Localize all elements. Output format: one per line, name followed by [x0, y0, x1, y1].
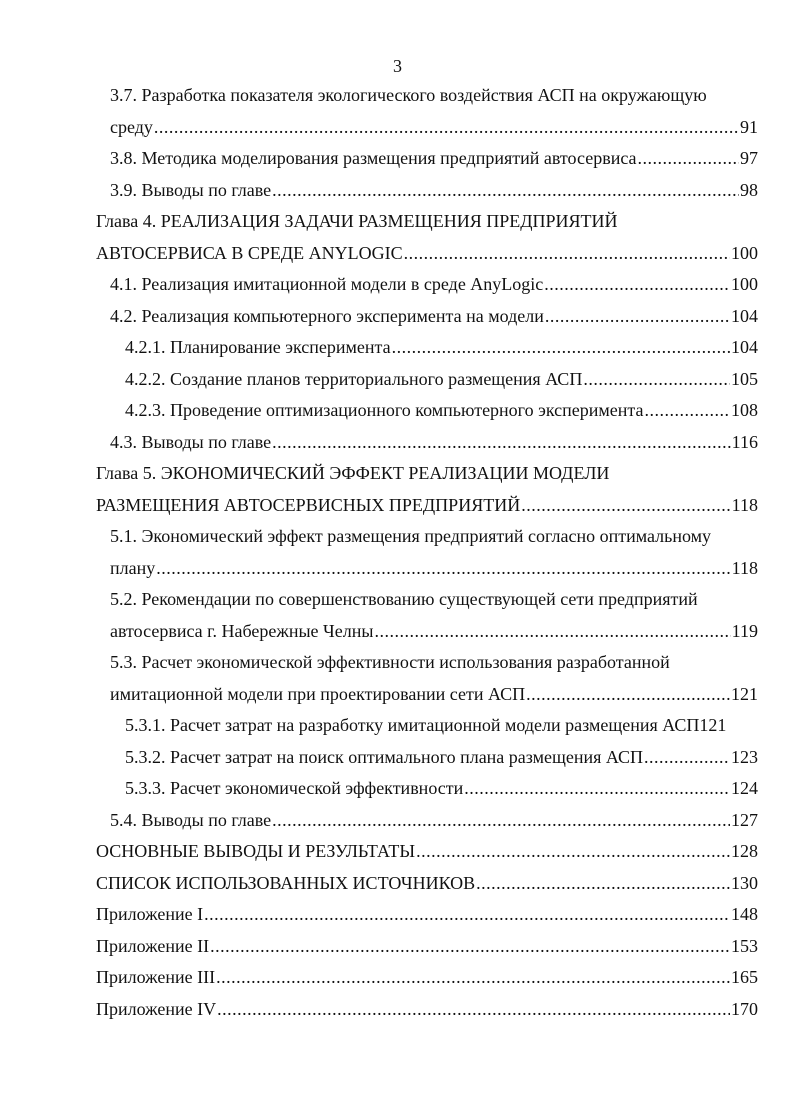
- dot-leader: [272, 805, 730, 836]
- toc-chapter-4-line1: Глава 4. РЕАЛИЗАЦИЯ ЗАДАЧИ РАЗМЕЩЕНИЯ ПРЕДПРИЯТИЙ: [96, 211, 618, 231]
- toc-entry-title: плану: [110, 558, 156, 578]
- toc-entry-title: 5.3.1. Расчет затрат на разработку имитационной модели размещения АСП: [125, 715, 700, 735]
- toc-conclusions[interactable]: [96, 836, 758, 867]
- dot-leader: [521, 490, 730, 521]
- toc-page-number: 121: [731, 684, 758, 704]
- toc-entry-title: 4.2.3. Проведение оптимизационного компьютерного эксперимента: [125, 400, 644, 420]
- toc-entry-4-2-2[interactable]: [125, 364, 758, 395]
- toc-entry-title: РАЗМЕЩЕНИЯ АВТОСЕРВИСНЫХ ПРЕДПРИЯТИЙ: [96, 495, 521, 515]
- toc-page-number: 108: [731, 400, 758, 420]
- toc-chapter-5-line1: Глава 5. ЭКОНОМИЧЕСКИЙ ЭФФЕКТ РЕАЛИЗАЦИИ МОДЕЛИ: [96, 463, 610, 483]
- toc-entry-title: 3.8. Методика моделирования размещения предприятий автосервиса: [110, 148, 637, 168]
- toc-entry-title: имитационной модели при проектировании сети АСП: [110, 684, 526, 704]
- toc-entry-title: АВТОСЕРВИСА В СРЕДЕ ANYLOGIC: [96, 243, 403, 263]
- dot-leader: [644, 742, 730, 773]
- toc-entry-title: Приложение II: [96, 936, 210, 956]
- page-number: 3: [393, 56, 402, 76]
- toc-page-number: 116: [731, 432, 758, 452]
- toc-entry-title: 4.2.1. Планирование эксперимента: [125, 337, 391, 357]
- toc-appendix-3[interactable]: [96, 962, 758, 993]
- toc-entry-3-7[interactable]: [110, 112, 758, 143]
- dot-leader: [217, 994, 730, 1025]
- toc-page-number: 127: [731, 810, 758, 830]
- toc-entry-title: среду: [110, 117, 153, 137]
- toc-entry-title: 5.3.3. Расчет экономической эффективности: [125, 778, 464, 798]
- toc-appendix-1[interactable]: [96, 899, 758, 930]
- dot-leader: [476, 868, 730, 899]
- toc-entry-title: 5.4. Выводы по главе: [110, 810, 272, 830]
- dot-leader: [210, 931, 730, 962]
- toc-appendix-2[interactable]: [96, 931, 758, 962]
- toc-entry-4-2-3[interactable]: [125, 395, 758, 426]
- dot-leader: [392, 332, 730, 363]
- toc-page-number: 118: [731, 558, 758, 578]
- toc-entry-title: 4.1. Реализация имитационной модели в среде AnyLogic: [110, 274, 544, 294]
- toc-entry-title: Приложение III: [96, 967, 216, 987]
- dot-leader: [216, 962, 730, 993]
- toc-entry-4-1[interactable]: [110, 269, 758, 300]
- toc-page-number: 104: [731, 337, 758, 357]
- toc-entry-5-3-line1: 5.3. Расчет экономической эффективности использования разработанной: [110, 652, 670, 672]
- toc-entry-title: СПИСОК ИСПОЛЬЗОВАННЫХ ИСТОЧНИКОВ: [96, 873, 476, 893]
- toc-entry-title: 4.3. Выводы по главе: [110, 432, 272, 452]
- toc-page-number: 128: [731, 841, 758, 861]
- toc-entry-5-2[interactable]: [110, 616, 758, 647]
- toc-page-number: 118: [731, 495, 758, 515]
- toc-page-number: 153: [731, 936, 758, 956]
- toc-references[interactable]: [96, 868, 758, 899]
- toc-entry-title: ОСНОВНЫЕ ВЫВОДЫ И РЕЗУЛЬТАТЫ: [96, 841, 416, 861]
- dot-leader: [644, 395, 730, 426]
- toc-page-number: 170: [731, 999, 758, 1019]
- toc-entry-3-7-line1: 3.7. Разработка показателя экологического воздействия АСП на окружающую: [110, 85, 707, 105]
- toc-appendix-4[interactable]: [96, 994, 758, 1025]
- toc-chapter-5[interactable]: [96, 490, 758, 521]
- dot-leader: [583, 364, 730, 395]
- toc-entry-5-3-3[interactable]: [125, 773, 758, 804]
- dot-leader: [374, 616, 730, 647]
- dot-leader: [156, 553, 730, 584]
- toc-page-number: 123: [731, 747, 758, 767]
- toc-page-number: 97: [740, 148, 758, 168]
- dot-leader: [204, 899, 730, 930]
- dot-leader: [464, 773, 730, 804]
- toc-entry-5-1-line1: 5.1. Экономический эффект размещения предприятий согласно оптимальному: [110, 526, 712, 546]
- dot-leader: [545, 301, 730, 332]
- dot-leader: [416, 836, 730, 867]
- toc-page-number: 121: [699, 715, 727, 735]
- toc-page-number: 124: [731, 778, 758, 798]
- toc-page-number: 104: [731, 306, 758, 326]
- dot-leader: [272, 427, 730, 458]
- toc-entry-4-2[interactable]: [110, 301, 758, 332]
- dot-leader: [272, 175, 739, 206]
- toc-entry-title: Приложение IV: [96, 999, 217, 1019]
- toc-entry-4-2-1[interactable]: [125, 332, 758, 363]
- dot-leader: [154, 112, 739, 143]
- toc-entry-title: автосервиса г. Набережные Челны: [110, 621, 374, 641]
- toc-entry-5-1[interactable]: [110, 553, 758, 584]
- toc-entry-5-3-2[interactable]: [125, 742, 758, 773]
- toc-page-number: 105: [731, 369, 758, 389]
- toc-entry-title: 4.2.2. Создание планов территориального размещения АСП: [125, 369, 583, 389]
- toc-entry-title: Приложение I: [96, 904, 204, 924]
- toc-entry-4-3[interactable]: [110, 427, 758, 458]
- toc-page-number: 119: [731, 621, 758, 641]
- toc-entry-5-4[interactable]: [110, 805, 758, 836]
- toc-entry-5-3[interactable]: [110, 679, 758, 710]
- toc-page-number: 165: [731, 967, 758, 987]
- toc-entry-title: 5.3.2. Расчет затрат на поиск оптимального плана размещения АСП: [125, 747, 644, 767]
- toc-entry-5-2-line1: 5.2. Рекомендации по совершенствованию существующей сети предприятий: [110, 589, 698, 609]
- toc-entry-title: 4.2. Реализация компьютерного эксперимента на модели: [110, 306, 544, 326]
- toc-entry-3-9[interactable]: [110, 175, 758, 206]
- toc-entry-3-8[interactable]: [110, 143, 758, 174]
- toc-page-number: 91: [740, 117, 758, 137]
- toc-entry-5-3-1[interactable]: [125, 710, 758, 741]
- toc-page-number: 98: [740, 180, 758, 200]
- dot-leader: [404, 238, 730, 269]
- toc-page-number: 130: [731, 873, 758, 893]
- dot-leader: [544, 269, 730, 300]
- toc-page-number: 100: [731, 243, 758, 263]
- toc-page-number: 100: [731, 274, 758, 294]
- dot-leader: [638, 143, 739, 174]
- dot-leader: [526, 679, 730, 710]
- toc-page-number: 148: [731, 904, 758, 924]
- toc-entry-title: 3.9. Выводы по главе: [110, 180, 272, 200]
- toc-chapter-4[interactable]: [96, 238, 758, 269]
